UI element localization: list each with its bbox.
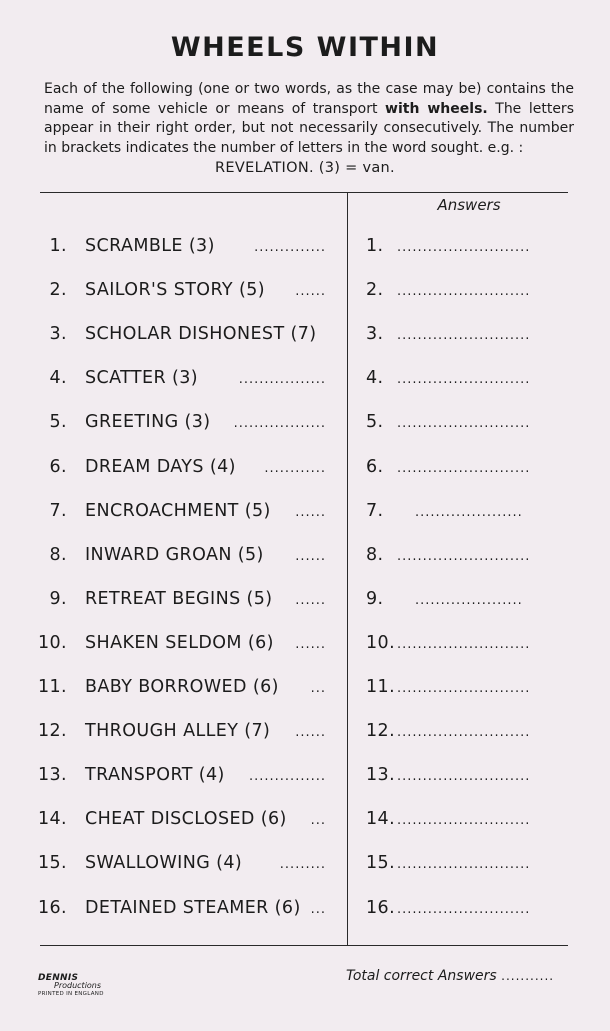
question-clue: THROUGH ALLEY (7) — [85, 721, 271, 741]
question-dots: ...... — [295, 505, 326, 520]
answer-number: 16. — [366, 898, 396, 918]
question-dots: ...... — [295, 637, 326, 652]
answer-number: 3. — [366, 324, 384, 344]
question-clue: SCRAMBLE (3) — [85, 236, 215, 256]
answer-number: 10. — [366, 633, 396, 653]
question-row — [0, 765, 610, 795]
question-row — [0, 280, 610, 310]
question-row — [0, 324, 610, 354]
answer-number: 15. — [366, 853, 396, 873]
answer-blank[interactable]: .......................... — [397, 769, 531, 784]
answer-blank[interactable]: .......................... — [397, 372, 531, 387]
question-row — [0, 368, 610, 398]
answer-blank[interactable]: .......................... — [397, 725, 531, 740]
answer-blank[interactable]: .......................... — [397, 416, 531, 431]
answer-number: 11. — [366, 677, 396, 697]
total-label: Total correct Answers — [346, 968, 497, 984]
answer-number: 8. — [366, 545, 384, 565]
logo-brand: DENNIS — [38, 973, 79, 983]
question-dots: ............ — [264, 461, 326, 476]
question-row — [0, 545, 610, 575]
question-clue: ENCROACHMENT (5) — [85, 501, 271, 521]
question-dots: ................. — [238, 372, 326, 387]
instructions-text-1: Each of the following (one or two words, as the case may be) contains the name of some vehicle or means of transport — [44, 81, 574, 117]
answer-number: 14. — [366, 809, 396, 829]
answer-blank[interactable]: .......................... — [397, 549, 531, 564]
question-number: 12. — [37, 721, 67, 741]
question-number: 8. — [49, 545, 67, 565]
answer-blank[interactable]: .......................... — [397, 681, 531, 696]
question-dots: .................. — [233, 416, 326, 431]
answer-blank[interactable]: .......................... — [397, 328, 531, 343]
answer-blank[interactable]: .......................... — [397, 857, 531, 872]
question-clue: DREAM DAYS (4) — [85, 457, 236, 477]
question-number: 2. — [49, 280, 67, 300]
answer-number: 1. — [366, 236, 384, 256]
question-dots: ...... — [295, 284, 326, 299]
page-title: WHEELS WITHIN — [170, 32, 440, 63]
question-row — [0, 809, 610, 839]
question-dots: .............. — [254, 240, 326, 255]
question-clue: SCATTER (3) — [85, 368, 198, 388]
answers-header: Answers — [437, 196, 501, 214]
answer-number: 9. — [366, 589, 384, 609]
question-number: 16. — [37, 898, 67, 918]
instructions-text-2: The letters appear in their right order, but not necessarily consecutively. The number in brackets indicates the number of letters in the word sought. e.g. : — [44, 100, 574, 156]
question-dots: ...... — [295, 593, 326, 608]
answer-number: 7. — [366, 501, 384, 521]
answer-number: 4. — [366, 368, 384, 388]
question-number: 6. — [49, 457, 67, 477]
question-dots: ... — [310, 813, 326, 828]
question-row — [0, 412, 610, 442]
question-clue: BABY BORROWED (6) — [85, 677, 279, 697]
question-clue: SAILOR'S STORY (5) — [85, 280, 265, 300]
question-row — [0, 721, 610, 751]
answer-number: 13. — [366, 765, 396, 785]
question-number: 3. — [49, 324, 67, 344]
question-clue: RETREAT BEGINS (5) — [85, 589, 273, 609]
question-clue: GREETING (3) — [85, 412, 211, 432]
question-number: 9. — [49, 589, 67, 609]
answer-blank[interactable]: .......................... — [397, 240, 531, 255]
logo-subtitle: Productions — [54, 981, 102, 990]
answer-number: 5. — [366, 412, 384, 432]
question-number: 4. — [49, 368, 67, 388]
question-clue: DETAINED STEAMER (6) — [85, 898, 301, 918]
question-clue: TRANSPORT (4) — [85, 765, 225, 785]
instructions-bold: with wheels. — [385, 100, 488, 117]
question-number: 10. — [37, 633, 67, 653]
question-clue: SHAKEN SELDOM (6) — [85, 633, 274, 653]
top-divider — [40, 192, 568, 193]
answer-blank[interactable]: .......................... — [397, 902, 531, 917]
answer-number: 6. — [366, 457, 384, 477]
question-dots: ...... — [295, 549, 326, 564]
answer-blank[interactable]: .......................... — [397, 813, 531, 828]
question-number: 14. — [37, 809, 67, 829]
total-correct — [346, 968, 554, 984]
question-dots: ...... — [295, 725, 326, 740]
total-answer-blank[interactable]: ........... — [501, 969, 555, 983]
printed-in-england: PRINTED IN ENGLAND — [38, 991, 104, 997]
question-number: 13. — [37, 765, 67, 785]
question-dots: ... — [310, 681, 326, 696]
answer-blank[interactable]: .......................... — [397, 461, 531, 476]
question-dots: ............... — [249, 769, 326, 784]
question-row — [0, 633, 610, 663]
question-clue: SCHOLAR DISHONEST (7) — [85, 324, 317, 344]
question-dots: ......... — [279, 857, 326, 872]
bottom-divider — [40, 945, 568, 946]
question-row — [0, 501, 610, 531]
question-row — [0, 677, 610, 707]
question-number: 1. — [49, 236, 67, 256]
question-number: 11. — [37, 677, 67, 697]
instructions — [44, 80, 574, 158]
answer-number: 2. — [366, 280, 384, 300]
question-number: 7. — [49, 501, 67, 521]
question-row — [0, 589, 610, 619]
question-dots: ... — [310, 902, 326, 917]
answer-number: 12. — [366, 721, 396, 741]
question-row — [0, 853, 610, 883]
question-row — [0, 457, 610, 487]
question-row — [0, 236, 610, 266]
question-row — [0, 898, 610, 928]
answer-blank[interactable]: .......................... — [397, 637, 531, 652]
example-line: REVELATION. (3) = van. — [215, 160, 395, 176]
question-number: 5. — [49, 412, 67, 432]
answer-blank[interactable]: ..................... — [415, 593, 523, 608]
publisher-logo — [38, 973, 118, 997]
question-number: 15. — [37, 853, 67, 873]
question-clue: SWALLOWING (4) — [85, 853, 243, 873]
answer-blank[interactable]: .......................... — [397, 284, 531, 299]
question-clue: CHEAT DISCLOSED (6) — [85, 809, 287, 829]
answer-blank[interactable]: ..................... — [415, 505, 523, 520]
question-clue: INWARD GROAN (5) — [85, 545, 264, 565]
